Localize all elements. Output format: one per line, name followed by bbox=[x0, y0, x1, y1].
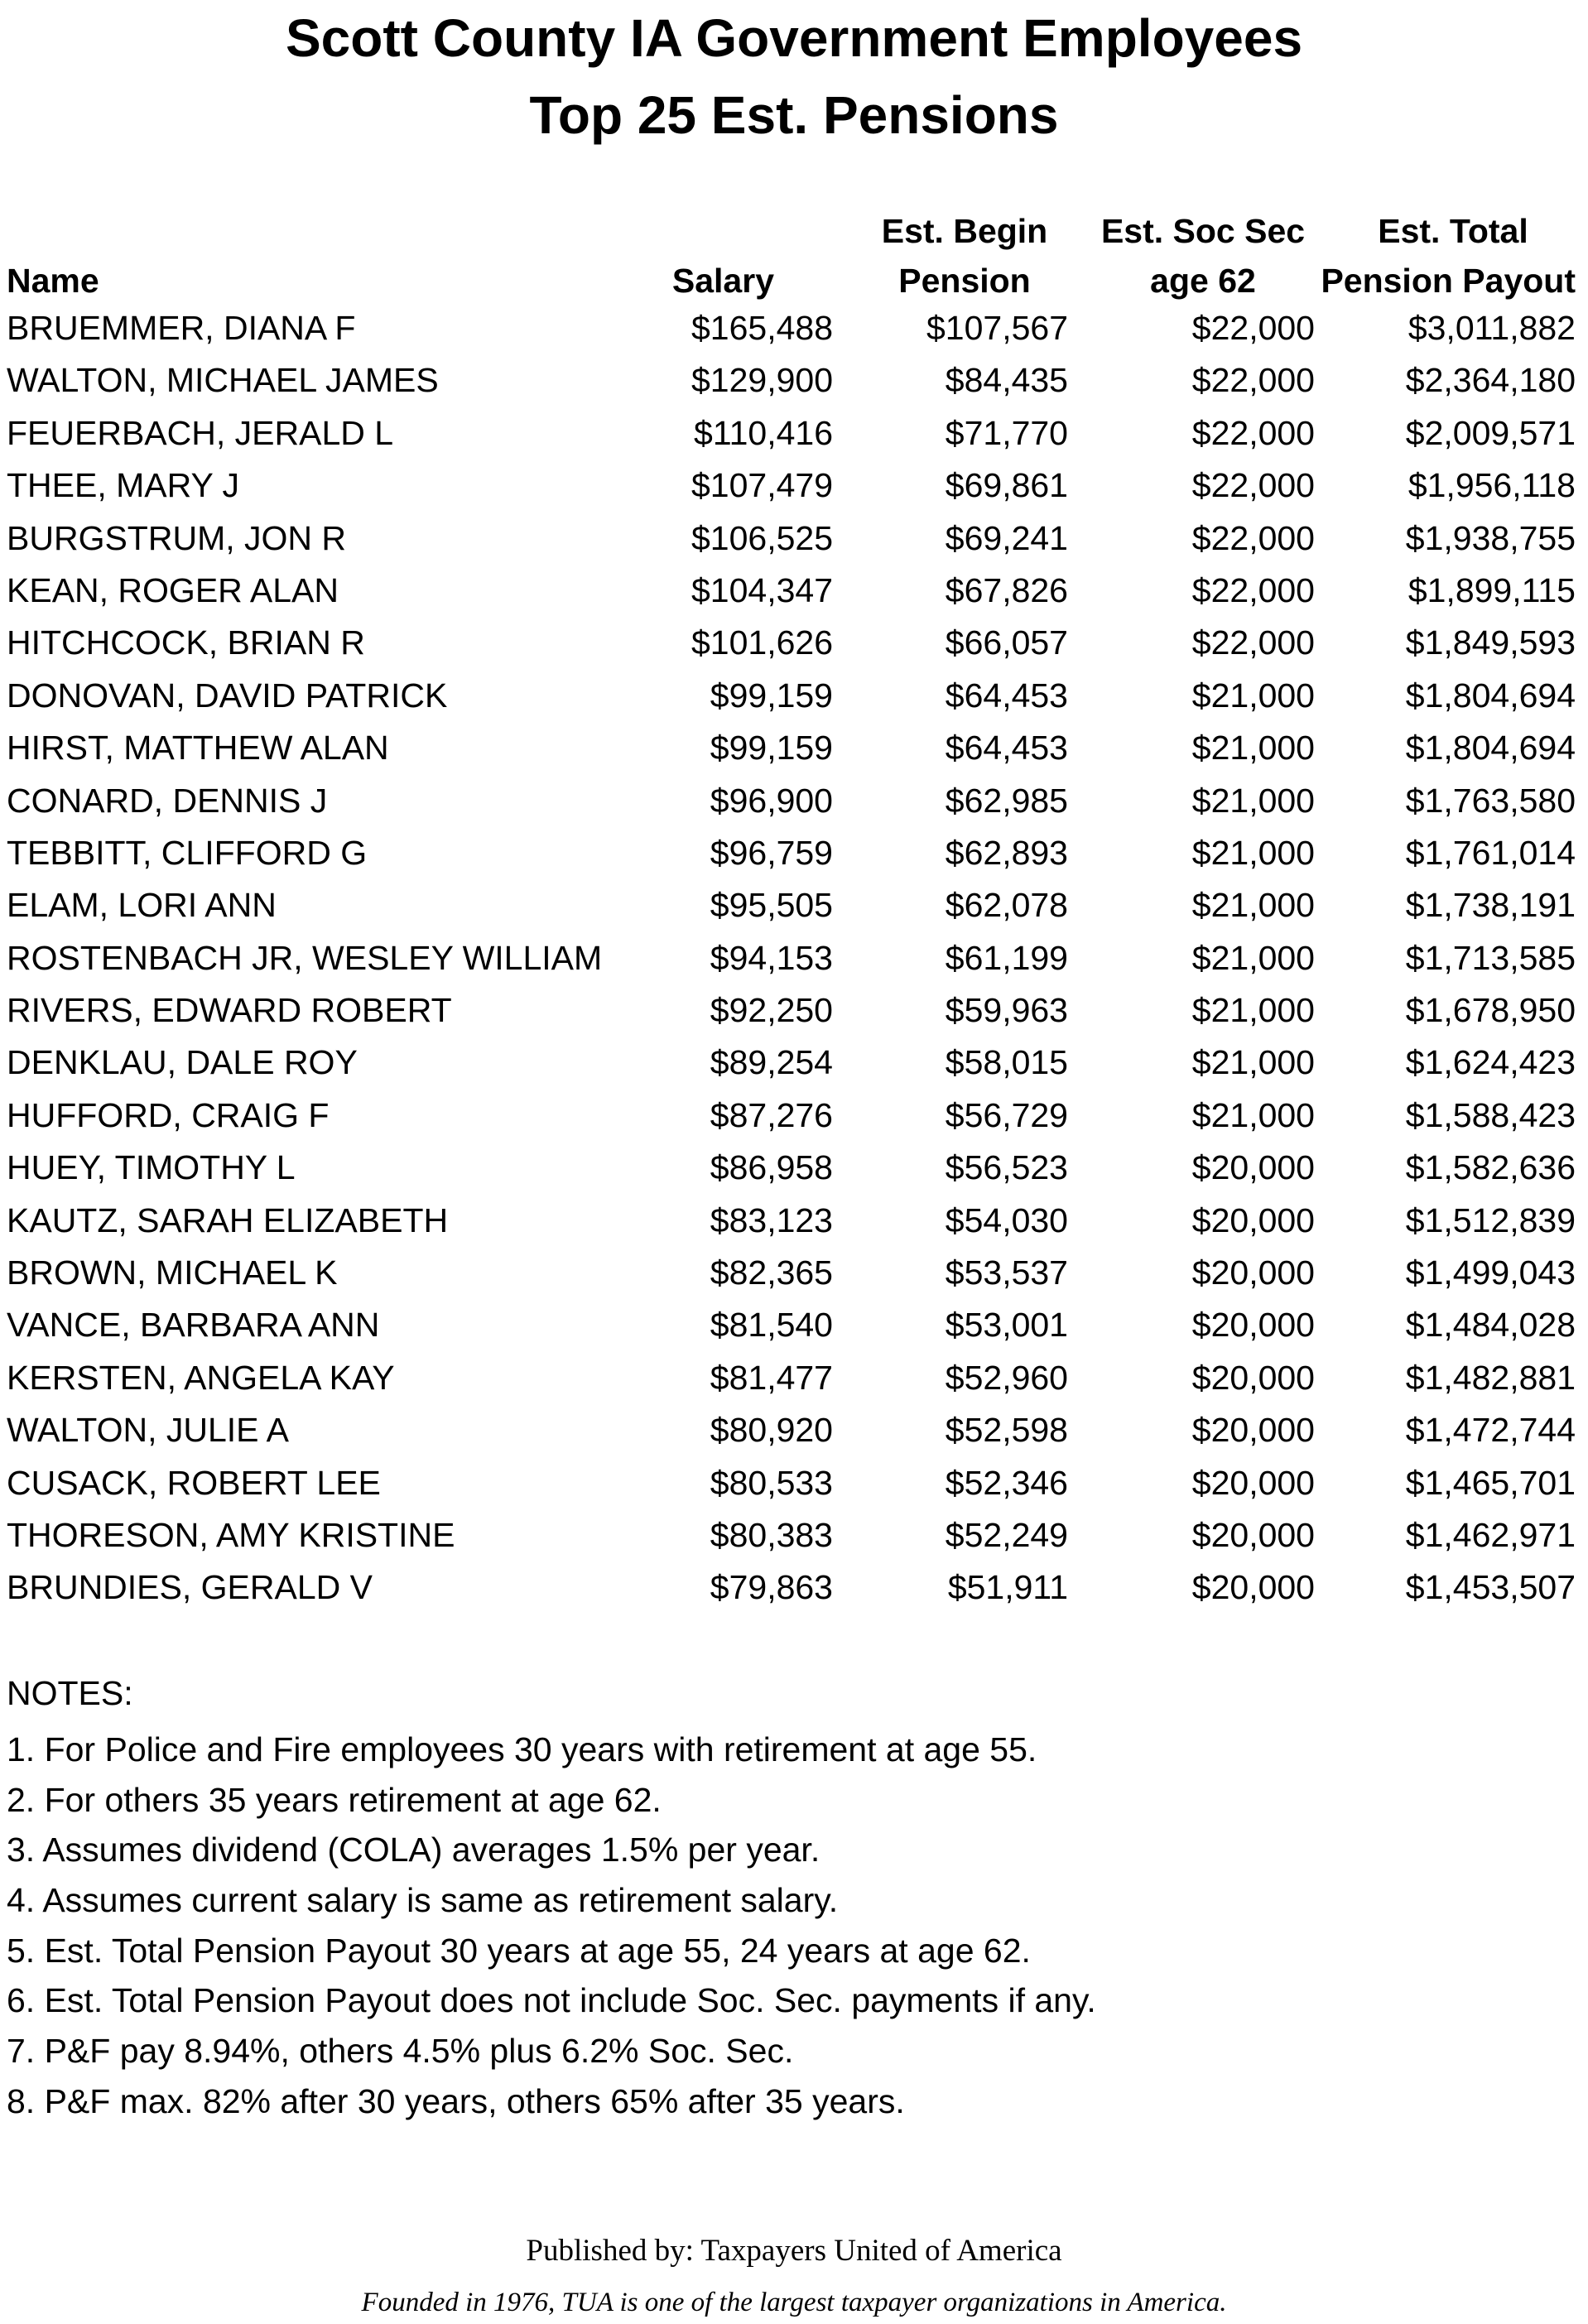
page-title-line-1: Scott County IA Government Employees bbox=[285, 8, 1303, 68]
cell-salary: $96,759 bbox=[710, 833, 833, 872]
table-row bbox=[0, 413, 1588, 469]
table-row bbox=[0, 363, 1588, 416]
cell-name: HUEY, TIMOTHY L bbox=[7, 1148, 296, 1187]
cell-soc-sec: $21,000 bbox=[1191, 1095, 1315, 1134]
cell-begin-pension: $107,567 bbox=[926, 309, 1068, 347]
cell-soc-sec: $22,000 bbox=[1191, 570, 1315, 609]
table-row bbox=[0, 781, 1588, 836]
cell-name: HITCHCOCK, BRIAN R bbox=[7, 623, 365, 662]
cell-salary: $106,525 bbox=[691, 518, 833, 557]
cell-begin-pension: $64,453 bbox=[945, 676, 1068, 715]
cell-total-payout: $1,588,423 bbox=[1405, 1095, 1576, 1134]
cell-soc-sec: $21,000 bbox=[1191, 729, 1315, 767]
table-row bbox=[0, 311, 1588, 363]
cell-begin-pension: $53,001 bbox=[945, 1306, 1068, 1345]
cell-salary: $81,477 bbox=[710, 1358, 833, 1397]
cell-begin-pension: $52,598 bbox=[945, 1411, 1068, 1450]
cell-total-payout: $1,624,423 bbox=[1405, 1043, 1576, 1082]
cell-total-payout: $1,453,507 bbox=[1405, 1568, 1576, 1607]
founded-tagline: Founded in 1976, TUA is one of the largest taxpayer organizations in America. bbox=[361, 2288, 1227, 2317]
cell-salary: $107,479 bbox=[691, 466, 833, 505]
notes-title: NOTES: bbox=[7, 1674, 133, 1712]
cell-name: CONARD, DENNIS J bbox=[7, 781, 328, 820]
cell-soc-sec: $22,000 bbox=[1191, 309, 1315, 347]
cell-salary: $110,416 bbox=[694, 413, 833, 452]
cell-soc-sec: $21,000 bbox=[1191, 833, 1315, 872]
cell-total-payout: $1,499,043 bbox=[1405, 1253, 1576, 1292]
cell-total-payout: $3,011,882 bbox=[1408, 309, 1576, 347]
cell-soc-sec: $20,000 bbox=[1191, 1515, 1315, 1554]
cell-name: ELAM, LORI ANN bbox=[7, 886, 277, 925]
pension-table bbox=[0, 311, 1588, 1624]
cell-name: CUSACK, ROBERT LEE bbox=[7, 1463, 381, 1502]
cell-name: FEUERBACH, JERALD L bbox=[7, 413, 394, 452]
cell-salary: $83,123 bbox=[710, 1200, 833, 1239]
cell-name: HUFFORD, CRAIG F bbox=[7, 1095, 330, 1134]
cell-salary: $79,863 bbox=[710, 1568, 833, 1607]
cell-name: DENKLAU, DALE ROY bbox=[7, 1043, 358, 1082]
table-row bbox=[0, 938, 1588, 994]
cell-begin-pension: $61,199 bbox=[945, 938, 1068, 977]
cell-salary: $80,920 bbox=[710, 1411, 833, 1450]
cell-name: WALTON, JULIE A bbox=[7, 1411, 289, 1450]
table-row bbox=[0, 1358, 1588, 1413]
table-row bbox=[0, 1095, 1588, 1151]
cell-begin-pension: $67,826 bbox=[945, 570, 1068, 609]
header-soc-sec-line-2: age 62 bbox=[1150, 262, 1256, 300]
table-row bbox=[0, 1253, 1588, 1308]
table-row bbox=[0, 991, 1588, 1046]
published-by: Published by: Taxpayers United of America bbox=[526, 2234, 1062, 2268]
cell-begin-pension: $62,078 bbox=[945, 886, 1068, 925]
cell-begin-pension: $69,241 bbox=[945, 518, 1068, 557]
cell-total-payout: $1,763,580 bbox=[1405, 781, 1576, 820]
table-row bbox=[0, 676, 1588, 731]
cell-soc-sec: $21,000 bbox=[1191, 886, 1315, 925]
note-item: 5. Est. Total Pension Payout 30 years at age 55, 24 years at age 62. bbox=[7, 1931, 1031, 1970]
table-row bbox=[0, 1200, 1588, 1256]
cell-begin-pension: $64,453 bbox=[945, 729, 1068, 767]
table-row bbox=[0, 518, 1588, 574]
cell-salary: $89,254 bbox=[710, 1043, 833, 1082]
cell-salary: $96,900 bbox=[710, 781, 833, 820]
table-row bbox=[0, 833, 1588, 888]
cell-name: BROWN, MICHAEL K bbox=[7, 1253, 338, 1292]
header-salary: Salary bbox=[671, 262, 774, 300]
cell-begin-pension: $66,057 bbox=[945, 623, 1068, 662]
cell-begin-pension: $52,346 bbox=[945, 1463, 1068, 1502]
cell-begin-pension: $71,770 bbox=[945, 413, 1068, 452]
note-item: 2. For others 35 years retirement at age 62. bbox=[7, 1780, 662, 1819]
cell-total-payout: $1,472,744 bbox=[1405, 1411, 1576, 1450]
cell-salary: $81,540 bbox=[710, 1306, 833, 1345]
cell-total-payout: $1,462,971 bbox=[1405, 1515, 1576, 1554]
cell-soc-sec: $20,000 bbox=[1191, 1200, 1315, 1239]
header-total-payout-line-2: Pension Payout bbox=[1321, 262, 1576, 300]
cell-name: KEAN, ROGER ALAN bbox=[7, 570, 339, 609]
cell-total-payout: $1,678,950 bbox=[1405, 991, 1576, 1030]
cell-salary: $80,383 bbox=[710, 1515, 833, 1554]
cell-name: RIVERS, EDWARD ROBERT bbox=[7, 991, 452, 1030]
cell-name: THEE, MARY J bbox=[7, 466, 239, 505]
cell-total-payout: $1,465,701 bbox=[1405, 1463, 1576, 1502]
cell-name: ROSTENBACH JR, WESLEY WILLIAM bbox=[7, 938, 603, 977]
cell-salary: $104,347 bbox=[691, 570, 833, 609]
cell-total-payout: $1,938,755 bbox=[1405, 518, 1576, 557]
cell-name: WALTON, MICHAEL JAMES bbox=[7, 361, 439, 400]
header-total-payout-line-1: Est. Total bbox=[1378, 212, 1528, 250]
table-row bbox=[0, 1568, 1588, 1623]
notes-list bbox=[7, 1730, 1563, 2135]
cell-soc-sec: $20,000 bbox=[1191, 1306, 1315, 1345]
note-item: 1. For Police and Fire employees 30 years with retirement at age 55. bbox=[7, 1730, 1037, 1768]
cell-begin-pension: $51,911 bbox=[947, 1568, 1068, 1607]
cell-soc-sec: $20,000 bbox=[1191, 1411, 1315, 1450]
table-row bbox=[0, 888, 1588, 941]
cell-total-payout: $1,804,694 bbox=[1405, 676, 1576, 715]
cell-soc-sec: $22,000 bbox=[1191, 623, 1315, 662]
cell-soc-sec: $22,000 bbox=[1191, 413, 1315, 452]
table-row bbox=[0, 466, 1588, 521]
cell-salary: $95,505 bbox=[710, 886, 833, 925]
cell-begin-pension: $59,963 bbox=[945, 991, 1068, 1030]
cell-begin-pension: $56,729 bbox=[945, 1095, 1068, 1134]
cell-soc-sec: $21,000 bbox=[1191, 1043, 1315, 1082]
cell-total-payout: $1,849,593 bbox=[1405, 623, 1576, 662]
cell-begin-pension: $56,523 bbox=[945, 1148, 1068, 1187]
table-row bbox=[0, 1043, 1588, 1098]
cell-name: HIRST, MATTHEW ALAN bbox=[7, 729, 389, 767]
note-item: 7. P&F pay 8.94%, others 4.5% plus 6.2% Soc. Sec. bbox=[7, 2032, 794, 2071]
cell-soc-sec: $22,000 bbox=[1191, 361, 1315, 400]
cell-name: BRUEMMER, DIANA F bbox=[7, 309, 356, 347]
cell-begin-pension: $54,030 bbox=[945, 1200, 1068, 1239]
cell-salary: $92,250 bbox=[710, 991, 833, 1030]
cell-salary: $101,626 bbox=[691, 623, 833, 662]
cell-name: KAUTZ, SARAH ELIZABETH bbox=[7, 1200, 449, 1239]
table-row bbox=[0, 1148, 1588, 1203]
table-row bbox=[0, 731, 1588, 783]
cell-begin-pension: $84,435 bbox=[945, 361, 1068, 400]
note-item: 8. P&F max. 82% after 30 years, others 65% after 35 years. bbox=[7, 2081, 905, 2120]
note-item: 6. Est. Total Pension Payout does not include Soc. Sec. payments if any. bbox=[7, 1981, 1096, 2020]
cell-soc-sec: $21,000 bbox=[1191, 938, 1315, 977]
cell-salary: $80,533 bbox=[710, 1463, 833, 1502]
cell-total-payout: $1,512,839 bbox=[1405, 1200, 1576, 1239]
cell-salary: $99,159 bbox=[710, 729, 833, 767]
cell-total-payout: $2,364,180 bbox=[1405, 361, 1576, 400]
cell-soc-sec: $22,000 bbox=[1191, 466, 1315, 505]
notes-section bbox=[7, 1674, 1563, 2135]
table-row bbox=[0, 1413, 1588, 1465]
cell-total-payout: $1,713,585 bbox=[1405, 938, 1576, 977]
table-row bbox=[0, 1308, 1588, 1360]
cell-total-payout: $2,009,571 bbox=[1405, 413, 1576, 452]
table-row bbox=[0, 1515, 1588, 1571]
cell-salary: $86,958 bbox=[710, 1148, 833, 1187]
cell-name: THORESON, AMY KRISTINE bbox=[7, 1515, 455, 1554]
cell-salary: $94,153 bbox=[710, 938, 833, 977]
note-item: 3. Assumes dividend (COLA) averages 1.5% per year. bbox=[7, 1831, 820, 1869]
cell-begin-pension: $62,893 bbox=[945, 833, 1068, 872]
cell-salary: $165,488 bbox=[691, 309, 833, 347]
table-row bbox=[0, 623, 1588, 678]
cell-soc-sec: $22,000 bbox=[1191, 518, 1315, 557]
header-begin-pension-line-2: Pension bbox=[898, 262, 1031, 300]
cell-soc-sec: $20,000 bbox=[1191, 1253, 1315, 1292]
cell-name: KERSTEN, ANGELA KAY bbox=[7, 1358, 395, 1397]
cell-name: BURGSTRUM, JON R bbox=[7, 518, 346, 557]
cell-total-payout: $1,804,694 bbox=[1405, 729, 1576, 767]
cell-total-payout: $1,899,115 bbox=[1408, 570, 1576, 609]
cell-salary: $129,900 bbox=[691, 361, 833, 400]
cell-total-payout: $1,956,118 bbox=[1408, 466, 1576, 505]
cell-name: DONOVAN, DAVID PATRICK bbox=[7, 676, 448, 715]
cell-soc-sec: $20,000 bbox=[1191, 1148, 1315, 1187]
cell-total-payout: $1,761,014 bbox=[1405, 833, 1576, 872]
cell-salary: $87,276 bbox=[710, 1095, 833, 1134]
cell-name: TEBBITT, CLIFFORD G bbox=[7, 833, 368, 872]
header-begin-pension-line-1: Est. Begin bbox=[881, 212, 1048, 250]
cell-name: BRUNDIES, GERALD V bbox=[7, 1568, 373, 1607]
cell-total-payout: $1,482,881 bbox=[1405, 1358, 1576, 1397]
cell-soc-sec: $21,000 bbox=[1191, 676, 1315, 715]
cell-begin-pension: $69,861 bbox=[945, 466, 1068, 505]
cell-salary: $82,365 bbox=[710, 1253, 833, 1292]
header-name: Name bbox=[7, 262, 99, 300]
page-title-line-2: Top 25 Est. Pensions bbox=[529, 85, 1059, 145]
cell-begin-pension: $52,249 bbox=[945, 1515, 1068, 1554]
header-soc-sec-line-1: Est. Soc Sec bbox=[1100, 212, 1306, 250]
cell-soc-sec: $21,000 bbox=[1191, 991, 1315, 1030]
table-row bbox=[0, 1463, 1588, 1518]
cell-salary: $99,159 bbox=[710, 676, 833, 715]
note-item: 4. Assumes current salary is same as retirement salary. bbox=[7, 1881, 839, 1920]
cell-total-payout: $1,582,636 bbox=[1405, 1148, 1576, 1187]
cell-total-payout: $1,484,028 bbox=[1405, 1306, 1576, 1345]
cell-begin-pension: $58,015 bbox=[945, 1043, 1068, 1082]
cell-begin-pension: $52,960 bbox=[945, 1358, 1068, 1397]
cell-soc-sec: $20,000 bbox=[1191, 1463, 1315, 1502]
cell-soc-sec: $20,000 bbox=[1191, 1568, 1315, 1607]
cell-begin-pension: $53,537 bbox=[945, 1253, 1068, 1292]
cell-total-payout: $1,738,191 bbox=[1405, 886, 1576, 925]
table-row bbox=[0, 570, 1588, 626]
cell-soc-sec: $21,000 bbox=[1191, 781, 1315, 820]
cell-soc-sec: $20,000 bbox=[1191, 1358, 1315, 1397]
cell-name: VANCE, BARBARA ANN bbox=[7, 1306, 380, 1345]
cell-begin-pension: $62,985 bbox=[945, 781, 1068, 820]
